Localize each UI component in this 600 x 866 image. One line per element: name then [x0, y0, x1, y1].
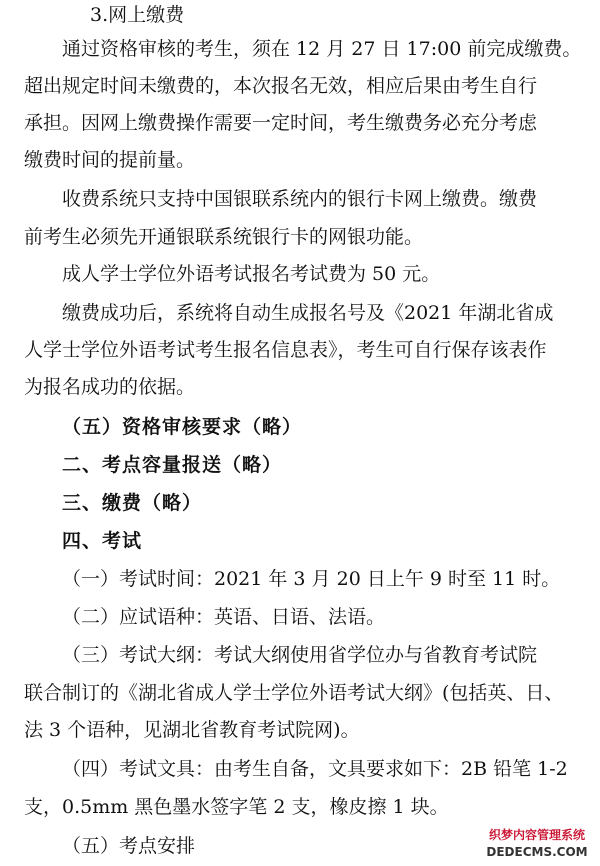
- paragraph-line: 人学士学位外语考试考生报名信息表》，考生可自行保存该表作: [24, 339, 547, 361]
- section-heading-online-payment: 3.网上缴费: [90, 4, 185, 26]
- paragraph-line: 超出规定时间未缴费的，本次报名无效，相应后果由考生自行: [24, 75, 538, 97]
- paragraph-line: 缴费成功后，系统将自动生成报名号及《2021 年湖北省成: [62, 302, 554, 324]
- subheading-qualification-review: （五）资格审核要求（略）: [62, 416, 303, 438]
- exam-languages-line: （二）应试语种：英语、日语、法语。: [62, 606, 386, 628]
- paragraph-line: 承担。因网上缴费操作需要一定时间，考生缴费务必充分考虑: [24, 112, 538, 134]
- watermark-title: 织梦内容管理系统: [488, 828, 585, 842]
- exam-syllabus-line: （三）考试大纲：考试大纲使用省学位办与省教育考试院: [62, 644, 538, 666]
- paragraph-line: 收费系统只支持中国银联系统内的银行卡网上缴费。缴费: [62, 188, 538, 210]
- heading-exam: 四、考试: [62, 530, 143, 552]
- paragraph-line: 通过资格审核的考生，须在 12 月 27 日 17:00 前完成缴费。: [62, 38, 582, 60]
- heading-exam-site-capacity: 二、考点容量报送（略）: [62, 454, 283, 476]
- paragraph-line: 法 3 个语种，见湖北省教育考试院网)。: [24, 719, 360, 741]
- paragraph-line: 为报名成功的依据。: [24, 376, 196, 398]
- watermark-domain: DEDECMS.COM: [486, 845, 588, 859]
- paragraph-line: 成人学士学位外语考试报名考试费为 50 元。: [62, 263, 441, 285]
- heading-payment: 三、缴费（略）: [62, 492, 203, 514]
- exam-time-line: （一）考试时间：2021 年 3 月 20 日上午 9 时至 11 时。: [62, 568, 561, 590]
- exam-stationery-line: （四）考试文具：由考生自备，文具要求如下：2B 铅笔 1-2: [62, 758, 568, 780]
- watermark-logo: [476, 824, 598, 866]
- paragraph-line: 前考生必须先开通银联系统银行卡的网银功能。: [24, 226, 424, 248]
- subheading-exam-site-arrangement: （五）考点安排: [62, 835, 196, 857]
- paragraph-line: 联合制订的《湖北省成人学士学位外语考试大纲》(包括英、日、: [24, 682, 564, 704]
- paragraph-line: 支，0.5mm 黑色墨水签字笔 2 支，橡皮擦 1 块。: [24, 796, 449, 818]
- paragraph-line: 缴费时间的提前量。: [24, 149, 196, 171]
